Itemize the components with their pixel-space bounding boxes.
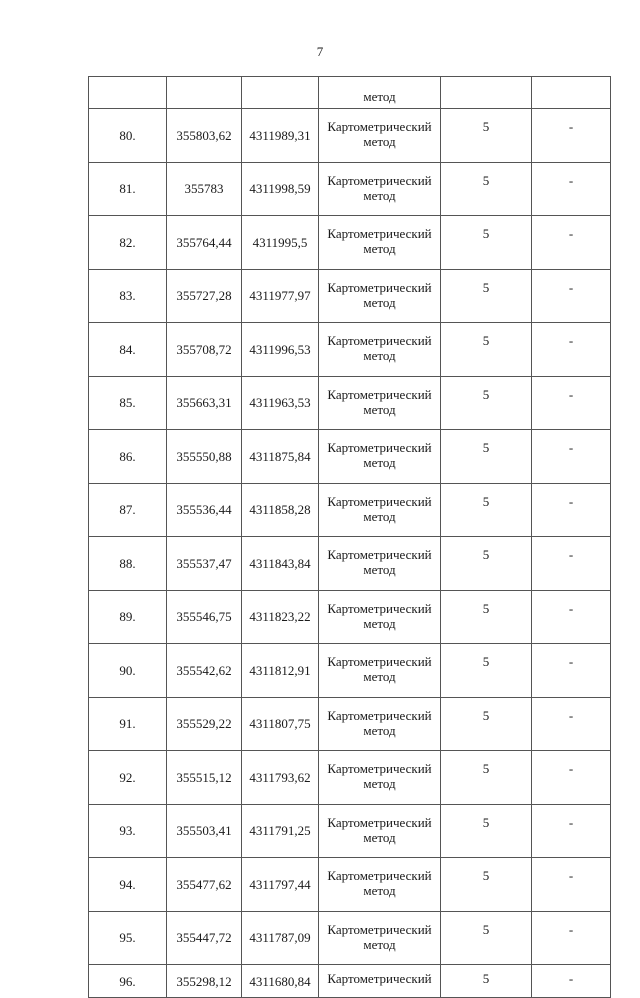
cell-x-coordinate: 355529,22 bbox=[167, 697, 242, 751]
cell-method bbox=[319, 804, 441, 858]
cell-method bbox=[319, 697, 441, 751]
cell-y-coordinate: 4311797,44 bbox=[242, 858, 319, 912]
cell-method bbox=[319, 269, 441, 323]
cell-y-coordinate: 4311793,62 bbox=[242, 751, 319, 805]
cell-y-coordinate: 4311791,25 bbox=[242, 804, 319, 858]
cell-x-coordinate: 355536,44 bbox=[167, 483, 242, 537]
table-row bbox=[89, 162, 611, 216]
table-row bbox=[89, 751, 611, 805]
cell-note: - bbox=[532, 537, 611, 591]
cell-note: - bbox=[532, 376, 611, 430]
method-line-1: Картометрический bbox=[327, 279, 432, 295]
cell-point-number: 84. bbox=[89, 323, 167, 377]
cell-x-coordinate: 355447,72 bbox=[167, 911, 242, 965]
cell-note: - bbox=[532, 109, 611, 163]
method-line-2: метод bbox=[363, 776, 396, 791]
cell-x-coordinate: 355708,72 bbox=[167, 323, 242, 377]
cell-point-number: 89. bbox=[89, 590, 167, 644]
cell-point-number: 88. bbox=[89, 537, 167, 591]
table-row bbox=[89, 965, 611, 998]
method-line-1: Картометрический bbox=[327, 386, 432, 402]
cell-method bbox=[319, 858, 441, 912]
cell-accuracy: 5 bbox=[441, 858, 532, 912]
cell-empty bbox=[89, 77, 167, 109]
cell-point-number: 87. bbox=[89, 483, 167, 537]
cell-point-number: 92. bbox=[89, 751, 167, 805]
cell-point-number: 96. bbox=[89, 965, 167, 998]
cell-note: - bbox=[532, 590, 611, 644]
method-line-1: Картометрический bbox=[327, 172, 432, 188]
cell-method bbox=[319, 109, 441, 163]
cell-accuracy: 5 bbox=[441, 376, 532, 430]
cell-note: - bbox=[532, 162, 611, 216]
cell-y-coordinate: 4311812,91 bbox=[242, 644, 319, 698]
table-row bbox=[89, 858, 611, 912]
table-row bbox=[89, 697, 611, 751]
cell-x-coordinate: 355542,62 bbox=[167, 644, 242, 698]
cell-method bbox=[319, 216, 441, 270]
method-line-1: Картометрический bbox=[327, 440, 432, 455]
cell-note: - bbox=[532, 965, 611, 998]
table-row bbox=[89, 483, 611, 537]
method-line-2: метод bbox=[363, 134, 396, 149]
coordinates-table bbox=[88, 76, 611, 998]
cell-x-coordinate: 355803,62 bbox=[167, 109, 242, 163]
cell-accuracy: 5 bbox=[441, 751, 532, 805]
cell-note: - bbox=[532, 269, 611, 323]
table-row bbox=[89, 911, 611, 965]
method-line-1: Картометрический bbox=[327, 333, 432, 348]
method-line-2: метод bbox=[363, 669, 396, 684]
cell-y-coordinate: 4311875,84 bbox=[242, 430, 319, 484]
cell-accuracy: 5 bbox=[441, 109, 532, 163]
table-row bbox=[89, 590, 611, 644]
cell-y-coordinate: 4311995,5 bbox=[242, 216, 319, 270]
cell-point-number: 93. bbox=[89, 804, 167, 858]
cell-accuracy: 5 bbox=[441, 804, 532, 858]
cell-y-coordinate: 4311996,53 bbox=[242, 323, 319, 377]
cell-point-number: 82. bbox=[89, 216, 167, 270]
method-line-2: метод bbox=[363, 241, 396, 256]
method-line-1: Картометрический bbox=[327, 600, 432, 616]
method-line-1: Картометрический bbox=[327, 493, 432, 509]
method-line-2: метод bbox=[363, 401, 396, 417]
cell-accuracy: 5 bbox=[441, 430, 532, 484]
table-row bbox=[89, 537, 611, 591]
method-line-2: метод bbox=[363, 883, 396, 898]
table-row bbox=[89, 804, 611, 858]
cell-y-coordinate: 4311787,09 bbox=[242, 911, 319, 965]
cell-note: - bbox=[532, 216, 611, 270]
cell-accuracy: 5 bbox=[441, 216, 532, 270]
method-line-2: метод bbox=[363, 348, 396, 363]
cell-point-number: 86. bbox=[89, 430, 167, 484]
cell-method bbox=[319, 376, 441, 430]
cell-x-coordinate: 355298,12 bbox=[167, 965, 242, 998]
cell-note: - bbox=[532, 430, 611, 484]
cell-point-number: 85. bbox=[89, 376, 167, 430]
cell-point-number: 90. bbox=[89, 644, 167, 698]
cell-y-coordinate: 4311963,53 bbox=[242, 376, 319, 430]
cell-x-coordinate: 355727,28 bbox=[167, 269, 242, 323]
cell-y-coordinate: 4311680,84 bbox=[242, 965, 319, 998]
cell-note: - bbox=[532, 483, 611, 537]
page-number: 7 bbox=[316, 44, 324, 59]
method-line-1: Картометрический bbox=[327, 226, 432, 241]
cell-y-coordinate: 4311989,31 bbox=[242, 109, 319, 163]
cell-x-coordinate: 355503,41 bbox=[167, 804, 242, 858]
cell-note: - bbox=[532, 644, 611, 698]
cell-x-coordinate: 355764,44 bbox=[167, 216, 242, 270]
cell-point-number: 95. bbox=[89, 911, 167, 965]
cell-accuracy: 5 bbox=[441, 483, 532, 537]
method-line-1: Картометрический bbox=[327, 707, 432, 723]
cell-note: - bbox=[532, 804, 611, 858]
table-row bbox=[89, 376, 611, 430]
cell-y-coordinate: 4311998,59 bbox=[242, 162, 319, 216]
cell-y-coordinate: 4311807,75 bbox=[242, 697, 319, 751]
method-line-1: Картометрический bbox=[327, 119, 432, 134]
cell-x-coordinate: 355537,47 bbox=[167, 537, 242, 591]
cell-point-number: 80. bbox=[89, 109, 167, 163]
cell-point-number: 91. bbox=[89, 697, 167, 751]
cell-method bbox=[319, 911, 441, 965]
method-line-1: Картометрический bbox=[327, 814, 432, 830]
method-line-2: метод bbox=[363, 294, 396, 310]
method-line-2: метод bbox=[363, 936, 396, 952]
cell-y-coordinate: 4311858,28 bbox=[242, 483, 319, 537]
cell-method bbox=[319, 537, 441, 591]
cell-method bbox=[319, 323, 441, 377]
cell-x-coordinate: 355783 bbox=[167, 162, 242, 216]
method-line-2: метод bbox=[363, 562, 396, 577]
cell-method bbox=[319, 644, 441, 698]
cell-accuracy: 5 bbox=[441, 162, 532, 216]
cell-method bbox=[319, 590, 441, 644]
table-row bbox=[89, 430, 611, 484]
cell-accuracy: 5 bbox=[441, 911, 532, 965]
cell-note: - bbox=[532, 858, 611, 912]
table-row bbox=[89, 216, 611, 270]
continuation-row bbox=[89, 77, 611, 109]
cell-empty bbox=[167, 77, 242, 109]
method-line-1: Картометрический bbox=[327, 761, 432, 776]
cell-point-number: 83. bbox=[89, 269, 167, 323]
cell-note: - bbox=[532, 323, 611, 377]
cell-point-number: 81. bbox=[89, 162, 167, 216]
method-line-1: Картометрический bbox=[327, 971, 432, 986]
cell-method bbox=[319, 965, 441, 998]
method-line-2: метод bbox=[363, 455, 396, 470]
cell-x-coordinate: 355550,88 bbox=[167, 430, 242, 484]
cell-accuracy: 5 bbox=[441, 697, 532, 751]
cell-accuracy: 5 bbox=[441, 537, 532, 591]
cell-y-coordinate: 4311843,84 bbox=[242, 537, 319, 591]
table-row bbox=[89, 644, 611, 698]
cell-empty bbox=[532, 77, 611, 109]
cell-method bbox=[319, 483, 441, 537]
cell-method bbox=[319, 430, 441, 484]
cell-accuracy: 5 bbox=[441, 590, 532, 644]
method-line-2: метод bbox=[363, 187, 396, 203]
cell-x-coordinate: 355477,62 bbox=[167, 858, 242, 912]
method-line-1: Картометрический bbox=[327, 654, 432, 669]
method-line-2: метод bbox=[363, 508, 396, 524]
cell-point-number: 94. bbox=[89, 858, 167, 912]
cell-method bbox=[319, 751, 441, 805]
cell-accuracy: 5 bbox=[441, 269, 532, 323]
table-row bbox=[89, 323, 611, 377]
cell-accuracy: 5 bbox=[441, 323, 532, 377]
cell-note: - bbox=[532, 751, 611, 805]
method-line-1: Картометрический bbox=[327, 921, 432, 937]
cell-method bbox=[319, 162, 441, 216]
method-line-2: метод bbox=[363, 722, 396, 738]
cell-note: - bbox=[532, 697, 611, 751]
method-line-2: метод bbox=[363, 615, 396, 631]
cell-accuracy: 5 bbox=[441, 965, 532, 998]
method-line-2: метод bbox=[363, 829, 396, 845]
cell-empty bbox=[441, 77, 532, 109]
table-row bbox=[89, 269, 611, 323]
cell-accuracy: 5 bbox=[441, 644, 532, 698]
table-row bbox=[89, 109, 611, 163]
cell-y-coordinate: 4311977,97 bbox=[242, 269, 319, 323]
cell-method-continuation: метод bbox=[319, 77, 441, 109]
cell-y-coordinate: 4311823,22 bbox=[242, 590, 319, 644]
method-line-1: Картометрический bbox=[327, 868, 432, 883]
cell-x-coordinate: 355546,75 bbox=[167, 590, 242, 644]
table-body bbox=[89, 77, 611, 998]
cell-note: - bbox=[532, 911, 611, 965]
cell-x-coordinate: 355515,12 bbox=[167, 751, 242, 805]
method-line-1: Картометрический bbox=[327, 547, 432, 562]
cell-x-coordinate: 355663,31 bbox=[167, 376, 242, 430]
cell-empty bbox=[242, 77, 319, 109]
